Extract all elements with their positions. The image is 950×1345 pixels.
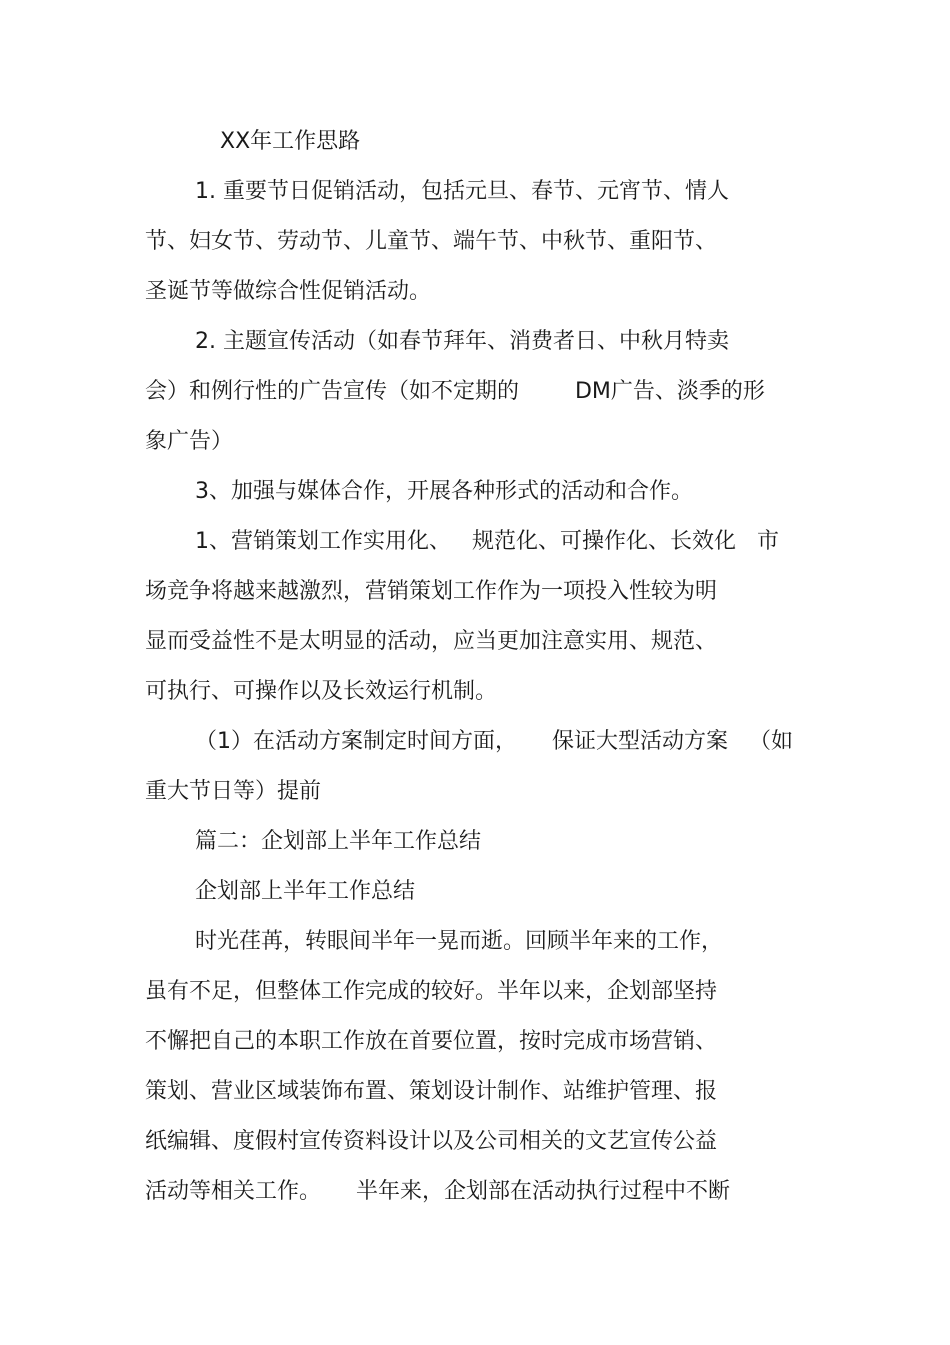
paragraph-line: 时光荏苒，转眼间半年一晃而逝。回顾半年来的工作， bbox=[195, 929, 724, 954]
paragraph-line: 可执行、可操作以及长效运行机制。 bbox=[145, 679, 498, 704]
paragraph-line: 1. 重要节日促销活动，包括元旦、春节、元宵节、情人 bbox=[195, 179, 729, 204]
paragraph-line: 2. 主题宣传活动（如春节拜年、消费者日、中秋月特卖 bbox=[195, 329, 729, 354]
document-title: XX年工作思路 bbox=[220, 129, 361, 154]
paragraph-line: 重大节日等）提前 bbox=[145, 779, 322, 804]
paragraph-line: 显而受益性不是太明显的活动，应当更加注意实用、规范、 bbox=[145, 629, 718, 654]
paragraph-line: 圣诞节等做综合性促销活动。 bbox=[145, 279, 432, 304]
paragraph-line: （1）在活动方案制定时间方面， 保证大型活动方案 （如 bbox=[195, 729, 793, 754]
paragraph-line: 象广告） bbox=[145, 429, 234, 454]
paragraph-line: 会）和例行性的广告宣传（如不定期的 DM广告、淡季的形 bbox=[145, 379, 765, 404]
paragraph-line: 场竞争将越来越激烈，营销策划工作作为一项投入性较为明 bbox=[145, 579, 718, 604]
paragraph-line: 1、营销策划工作实用化、 规范化、可操作化、长效化 市 bbox=[195, 529, 779, 554]
paragraph-line: 3、加强与媒体合作，开展各种形式的活动和合作。 bbox=[195, 479, 693, 504]
paragraph-line: 纸编辑、度假村宣传资料设计以及公司相关的文艺宣传公益 bbox=[145, 1129, 718, 1154]
paragraph-line: 不懈把自己的本职工作放在首要位置，按时完成市场营销、 bbox=[145, 1029, 718, 1054]
paragraph-line: 活动等相关工作。 半年来，企划部在活动执行过程中不断 bbox=[145, 1179, 730, 1204]
section-subheading: 企划部上半年工作总结 bbox=[195, 879, 416, 904]
paragraph-line: 策划、营业区域装饰布置、策划设计制作、站维护管理、报 bbox=[145, 1079, 718, 1104]
paragraph-line: 节、妇女节、劳动节、儿童节、端午节、中秋节、重阳节、 bbox=[145, 229, 718, 254]
section-heading: 篇二：企划部上半年工作总结 bbox=[195, 829, 482, 854]
paragraph-line: 虽有不足，但整体工作完成的较好。半年以来，企划部坚持 bbox=[145, 979, 718, 1004]
